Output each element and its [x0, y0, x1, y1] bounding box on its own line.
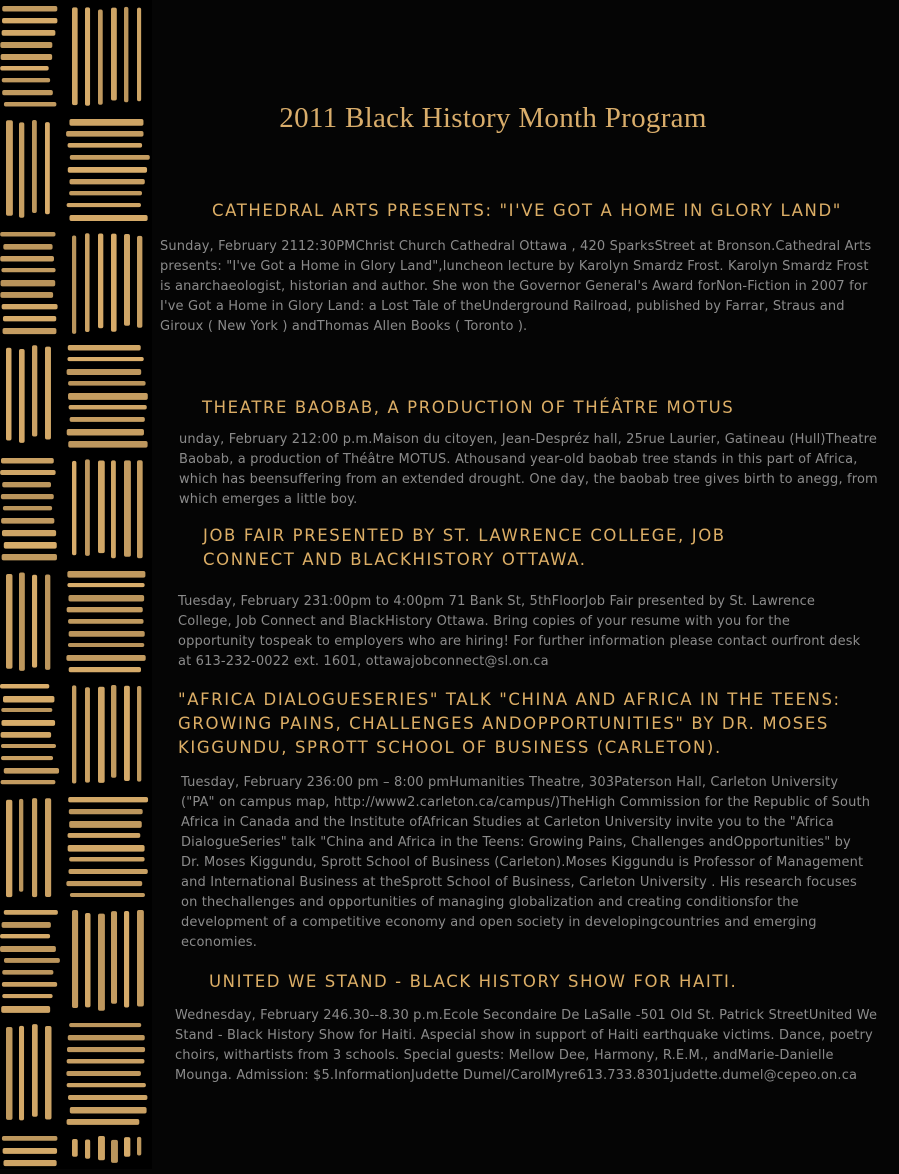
event-body-united-we-stand: Wednesday, February 246.30--8.30 p.m.Ecole Secondaire De LaSalle -501 Old St. Patrick StreetUnited We Stand - Black History Show for Haiti. Aspecial show in support of Haiti earthquake victims. Dance, poetry choirs, withartists from 3 schools. Special guests: Mellow Dee, Harmony, R.E.M., andMarie-Danielle Mounga. Admission: $5.InformationJudette Dumel/CarolMyre613.733.8301judette.dumel@cepeo.on.ca [175, 1008, 878, 1083]
brush-stroke-block [0, 458, 143, 560]
event-heading-theatre-baobab: THEATRE BAOBAB, A PRODUCTION OF THÉÂTRE MOTUS [202, 398, 735, 417]
brush-stroke-block [0, 6, 141, 107]
brush-stroke-block [6, 119, 150, 221]
brush-stroke-block [6, 1023, 147, 1125]
brush-stroke-block [0, 684, 141, 784]
brush-stroke-block [6, 571, 146, 672]
brush-stroke-block [6, 797, 148, 897]
brush-stroke-block [0, 910, 144, 1013]
brush-stroke-block [0, 232, 142, 334]
event-heading-united-we-stand: UNITED WE STAND - BLACK HISTORY SHOW FOR HAITI. [209, 972, 738, 991]
brush-stroke-pattern [0, 0, 152, 1169]
event-body-job-fair: Tuesday, February 231:00pm to 4:00pm 71 Bank St, 5thFloorJob Fair presented by St. Lawrence College, Job Connect and BlackHistory Ottawa. Bring copies of your resume with you for the opportunity tospeak to employers who are hiring! For further information please contact ourfront desk at 613-232-0022 ext. 1601, ottawajobconnect@sl.on.ca [178, 594, 861, 669]
event-body-cathedral-arts: Sunday, February 2112:30PMChrist Church Cathedral Ottawa , 420 SparksStreet at Bronson.Cathedral Arts presents: "I've Got a Home in Glory Land",luncheon lecture by Karolyn Smardz Frost. Karolyn Smardz Frost is anarchaeologist, historian and author. She won the Governor General's Award forNon-Fiction in 2007 for I've Got a Home in Glory Land: a Lost Tale of theUnderground Railroad, published by Farrar, Straus and Giroux ( New York ) andThomas Allen Books ( Toronto ). [160, 239, 872, 334]
brush-stroke-block [6, 345, 148, 448]
event-body-theatre-baobab: unday, February 212:00 p.m.Maison du citoyen, Jean-Despréz hall, 25rue Laurier, Gatineau (Hull)Theatre Baobab, a production of Théâtre MOTUS. Athousand year-old baobab tree stands in this part of Africa, which has beensuffering from an extended drought. One day, the baobab tree gives birth to anegg, from which emerges a little boy. [179, 432, 878, 507]
event-heading-job-fair: JOB FAIR PRESENTED BY ST. LAWRENCE COLLEGE, JOB CONNECT AND BLACKHISTORY OTTAWA. [203, 526, 726, 569]
brush-stroke-block [2, 1136, 141, 1166]
event-heading-cathedral-arts: CATHEDRAL ARTS PRESENTS: "I'VE GOT A HOME IN GLORY LAND" [212, 201, 842, 220]
page-title: 2011 Black History Month Program [279, 102, 707, 134]
event-heading-africa-dialogue: "AFRICA DIALOGUESERIES" TALK "CHINA AND AFRICA IN THE TEENS: GROWING PAINS, CHALLENGES ANDOPPORTUNITIES" BY DR. MOSES KIGGUNDU, SPROTT SCHOOL OF BUSINESS (CARLETON). [178, 690, 841, 757]
decorative-stripe-border [0, 0, 152, 1169]
event-body-africa-dialogue: Tuesday, February 236:00 pm – 8:00 pmHumanities Theatre, 303Paterson Hall, Carleton University ("PA" on campus map, http://www2.carleton.ca/campus/)TheHigh Commission for the Republic of South Africa in Canada and the Institute ofAfrican Studies at Carleton University invite you to the "Africa DialogueSeries" talk "China and Africa in the Teens: Growing Pains, Challenges andOpportunities" by Dr. Moses Kiggundu, Sprott School of Business (Carleton).Moses Kiggundu is Professor of Management and International Business at theSprott School of Business, Carleton University . His research focuses on thechallenges and opportunities of managing globalization and creating conditionsfor the development of a competitive economy and open society in developingcountries and emerging economies. [181, 775, 871, 950]
